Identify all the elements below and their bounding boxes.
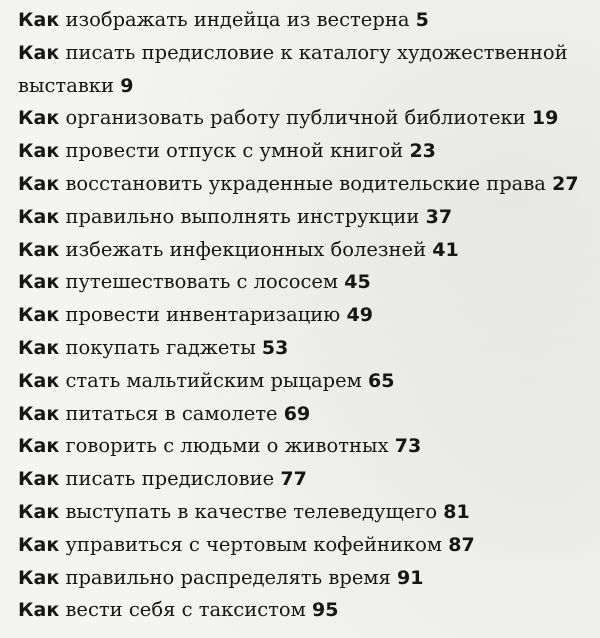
entry-title: выступать в качестве телеведущего [65, 499, 438, 523]
entry-page-number: 81 [443, 500, 470, 523]
toc-entry [18, 299, 593, 332]
entry-title: вести себя с таксистом [65, 598, 306, 622]
toc-entry [18, 332, 593, 365]
toc-entry [18, 496, 593, 529]
entry-page-number: 23 [409, 140, 436, 163]
entry-prefix: Как [18, 304, 60, 327]
entry-prefix: Как [18, 468, 60, 491]
entry-page-number: 19 [531, 107, 559, 130]
entry-title: организовать работу публичной библиотеки [65, 106, 526, 130]
entry-page-number: 69 [283, 402, 311, 425]
entry-page-number: 65 [368, 369, 395, 392]
entry-title: писать предисловие к каталогу художественной выставки [18, 40, 568, 97]
entry-page-number: 9 [120, 74, 134, 97]
entry-title: писать предисловие [65, 467, 275, 491]
entry-prefix: Как [18, 599, 60, 622]
entry-page-number: 27 [552, 172, 579, 195]
entry-title: избежать инфекционных болезней [65, 237, 427, 261]
entry-title: провести отпуск с умной книгой [65, 139, 404, 163]
entry-prefix: Как [18, 9, 60, 31]
entry-prefix: Как [18, 238, 60, 261]
entry-prefix: Как [18, 140, 60, 163]
entry-page-number: 87 [448, 533, 475, 556]
entry-page-number: 53 [261, 336, 289, 359]
entry-title: управиться с чертовым кофейником [65, 532, 443, 556]
entry-title: правильно распределять время [65, 565, 391, 589]
entry-title: провести инвентаризацию [65, 303, 341, 327]
entry-title: правильно выполнять инструкции [65, 204, 420, 228]
table-of-contents [18, 4, 593, 627]
entry-title: говорить с людьми о животных [65, 434, 389, 458]
toc-entry [18, 201, 593, 234]
entry-title: стать мальтийским рыцарем [65, 368, 362, 392]
toc-entry [18, 365, 593, 398]
entry-prefix: Как [18, 533, 60, 556]
entry-title: покупать гаджеты [65, 335, 256, 359]
entry-page-number: 95 [312, 599, 339, 622]
entry-prefix: Как [18, 271, 60, 294]
entry-prefix: Как [18, 205, 60, 228]
toc-entry [18, 594, 593, 627]
entry-title: изображать индейца из вестерна [65, 8, 410, 31]
toc-entry [18, 398, 593, 431]
entry-title: восстановить украденные водительские права [65, 171, 546, 195]
entry-page-number: 73 [394, 435, 422, 458]
entry-prefix: Как [18, 435, 60, 458]
entry-prefix: Как [18, 107, 60, 130]
toc-entry [18, 37, 593, 103]
toc-entry [18, 234, 593, 267]
toc-entry [18, 135, 593, 168]
entry-prefix: Как [18, 172, 60, 195]
entry-title: путешествовать с лососем [65, 270, 339, 294]
entry-prefix: Как [18, 41, 60, 64]
toc-entry [18, 168, 593, 201]
entry-page-number: 41 [432, 238, 459, 261]
entry-page-number: 5 [415, 9, 429, 31]
toc-entry [18, 463, 593, 496]
entry-page-number: 49 [346, 304, 373, 327]
toc-entry [18, 266, 593, 299]
entry-page-number: 77 [280, 468, 307, 491]
entry-prefix: Как [18, 336, 60, 359]
toc-entry [18, 430, 593, 463]
toc-entry [18, 102, 593, 135]
toc-entry [18, 529, 593, 562]
entry-page-number: 45 [344, 271, 371, 294]
entry-prefix: Как [18, 500, 60, 523]
toc-entry [18, 562, 593, 595]
entry-page-number: 37 [425, 205, 453, 228]
entry-prefix: Как [18, 369, 60, 392]
entry-page-number: 91 [397, 566, 424, 589]
entry-prefix: Как [18, 566, 60, 589]
toc-entry [18, 4, 593, 37]
entry-title: питаться в самолете [65, 401, 278, 425]
entry-prefix: Как [18, 402, 60, 425]
